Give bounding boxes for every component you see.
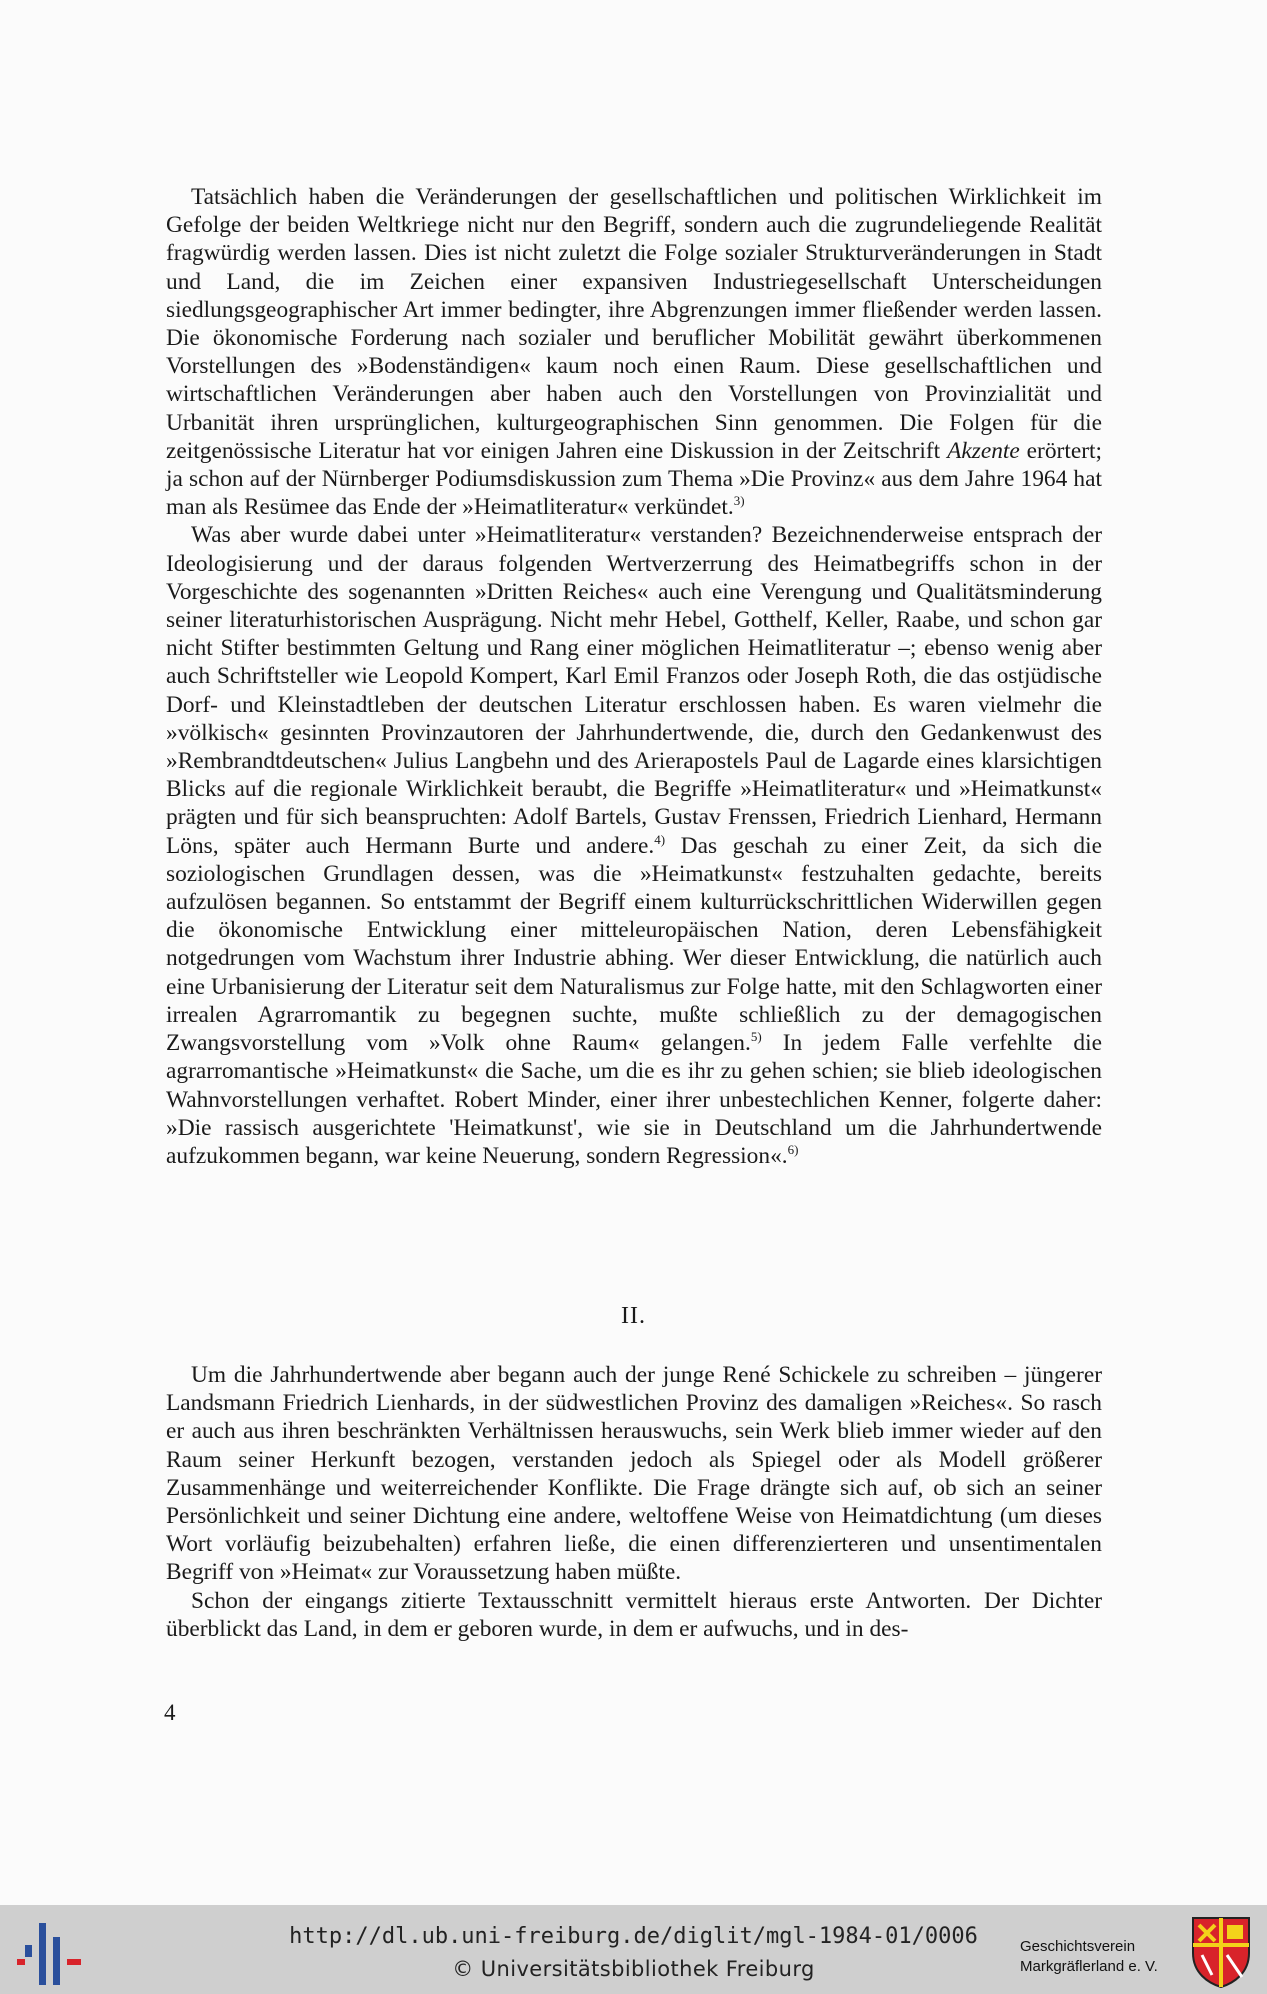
- body-text-part2: [166, 1361, 1102, 1643]
- footnote-ref: 6): [787, 1141, 799, 1157]
- footer-url-link[interactable]: http://dl.ub.uni-freiburg.de/diglit/mgl-1984-01/0006: [289, 1924, 978, 1949]
- footnote-ref: 4): [654, 831, 666, 847]
- paragraph-text: Tatsächlich haben die Veränderungen der gesellschaftlichen und politischen Wirklichkeit im Gefolge der beiden Weltkriege nicht nur den Begriff, sondern auch die zugrundeliegende Realität fragwürdig werden lassen. Dies ist nicht zuletzt die Folge sozialer Strukturveränderungen in Stadt und Land, die im Zeichen einer expansiven Industriegesellschaft Unterscheidungen siedlungsgeographischer Art immer bedingter, ihre Abgrenzungen immer fließender werden lassen. Die ökonomische Forderung nach sozialer und beruflicher Mobilität gewährt überkommenen Vorstellungen des »Bodenständigen« kaum noch einen Raum. Diese gesellschaftlichen und wirtschaftlichen Veränderungen aber haben auch den Vorstellungen von Provinzialität und Urbanität ihren ursprünglichen, kulturgeographischen Sinn genommen. Die Folgen für die zeitgenössische Literatur hat vor einigen Jahren eine Diskussion in der Zeitschrift: [166, 184, 1102, 464]
- body-paragraph: [166, 521, 1102, 1170]
- society-line2: Markgräflerland e. V.: [1020, 1958, 1158, 1975]
- body-paragraph: [166, 1587, 1102, 1643]
- paragraph-text: Was aber wurde dabei unter »Heimatliteratur« verstanden? Bezeichnenderweise entsprach der Ideologisierung und der daraus folgenden Wertverzerrung des Heimatbegriffs schon in der Vorgeschichte des sogenannten »Dritten Reiches« auch eine Verengung und Qualitätsminderung seiner literaturhistorischen Ausprägung. Nicht mehr Hebel, Gotthelf, Keller, Raabe, und schon gar nicht Stifter bestimmten Geltung und Rang einer möglichen Heimatliteratur –; ebenso wenig aber auch Schriftsteller wie Leopold Kompert, Karl Emil Franzos oder Joseph Roth, die das ostjüdische Dorf- und Kleinstadtleben der deutschen Literatur erschlossen haben. Es waren vielmehr die »völkisch« gesinnten Provinzautoren der Jahrhundertwende, die, durch den Gedankenwust des »Rembrandtdeutschen« Julius Langbehn und des Arierapostels Paul de Lagarde eines klarsichtigen Blicks auf die regionale Wirklichkeit beraubt, die Begriffe »Heimatliteratur« und »Heimatkunst« prägten und für sich beanspruchten: Adolf Bartels, Gustav Frenssen, Friedrich Lienhard, Hermann Löns, später auch Hermann Burte und andere.: [166, 522, 1102, 859]
- page-number: 4: [164, 1700, 176, 1725]
- paragraph-text: Das geschah zu einer Zeit, da sich die soziologischen Grundlagen dessen, was die »Heimatkunst« festzuhalten gedachte, bereits aufzulösen begannen. So entstammt der Begriff einem kulturrückschrittlichen Widerwillen gegen die ökonomische Entwicklung einer mitteleuropäischen Nation, deren Lebensfähigkeit notgedrungen vom Wachstum ihrer Industrie abhing. Wer dieser Entwicklung, die natürlich auch eine Urbanisierung der Literatur seit dem Naturalismus zur Folge hatte, mit den Schlagworten einer irrealen Agrarromantik zu begegnen suchte, mußte schließlich zu der demagogischen Zwangsvorstellung vom »Volk ohne Raum« gelangen.: [166, 832, 1102, 1057]
- paragraph-text: erörtert; ja schon auf der Nürnberger Podiumsdiskussion zum Thema »Die Provinz« aus dem Jahre 1964 hat man als Resümee das Ende der »Heimatliteratur« verkündet.: [166, 437, 1102, 521]
- footnote-ref: 3): [733, 493, 745, 509]
- paragraph-text: Schon der eingangs zitierte Textausschnitt vermittelt hieraus erste Antworten. Der Dichter überblickt das Land, in dem er geboren wurde, in dem er aufwuchs, und in des-: [166, 1587, 1102, 1642]
- paragraph-text: Um die Jahrhundertwende aber begann auch der junge René Schickele zu schreiben – jüngerer Landsmann Friedrich Lienhards, in der südwestlichen Provinz des damaligen »Reiches«. So rasch er auch aus ihren beschränkten Verhältnissen herauswuchs, sein Werk blieb immer wieder auf den Raum seiner Herkunft bezogen, verstanden jedoch als Spiegel oder als Modell größerer Zusammenhänge und weiterreichender Konflikte. Die Frage drängte sich auf, ob sich an seiner Persönlichkeit und seiner Dichtung eine andere, weltoffene Weise von Heimatdichtung (um dieses Wort vorläufig beizubehalten) erfahren ließe, die einen differenzierteren und unsentimentalen Begriff von »Heimat« zur Voraussetzung haben müßte.: [166, 1362, 1102, 1586]
- footnote-ref: 5): [750, 1029, 762, 1045]
- body-text-part1: [166, 183, 1102, 1170]
- section-heading: II.: [621, 1303, 646, 1329]
- paragraph-text: In jedem Falle verfehlte die agrarromantische »Heimatkunst« die Sache, um die es ihr zu gehen schien; sie blieb ideologischen Wahnvorstellungen verhaftet. Robert Minder, einer ihrer unbestechlichen Kenner, folgerte daher: »Die rassisch ausgerichtete 'Heimatkunst', wie sie in Deutschland um die Jahrhundertwende aufzukommen begann, war keine Neuerung, sondern Regression«.: [166, 1030, 1102, 1169]
- footer-society-name: [1020, 1937, 1158, 1977]
- paragraph-text: Akzente: [947, 437, 1020, 464]
- body-paragraph: [166, 183, 1102, 521]
- body-paragraph: [166, 1361, 1102, 1587]
- society-line1: Geschichtsverein: [1020, 1938, 1136, 1955]
- coat-of-arms-icon: [1190, 1915, 1252, 1989]
- footer-bar: [0, 1905, 1267, 1994]
- footer-copyright: © Universitätsbibliothek Freiburg: [452, 1957, 815, 1981]
